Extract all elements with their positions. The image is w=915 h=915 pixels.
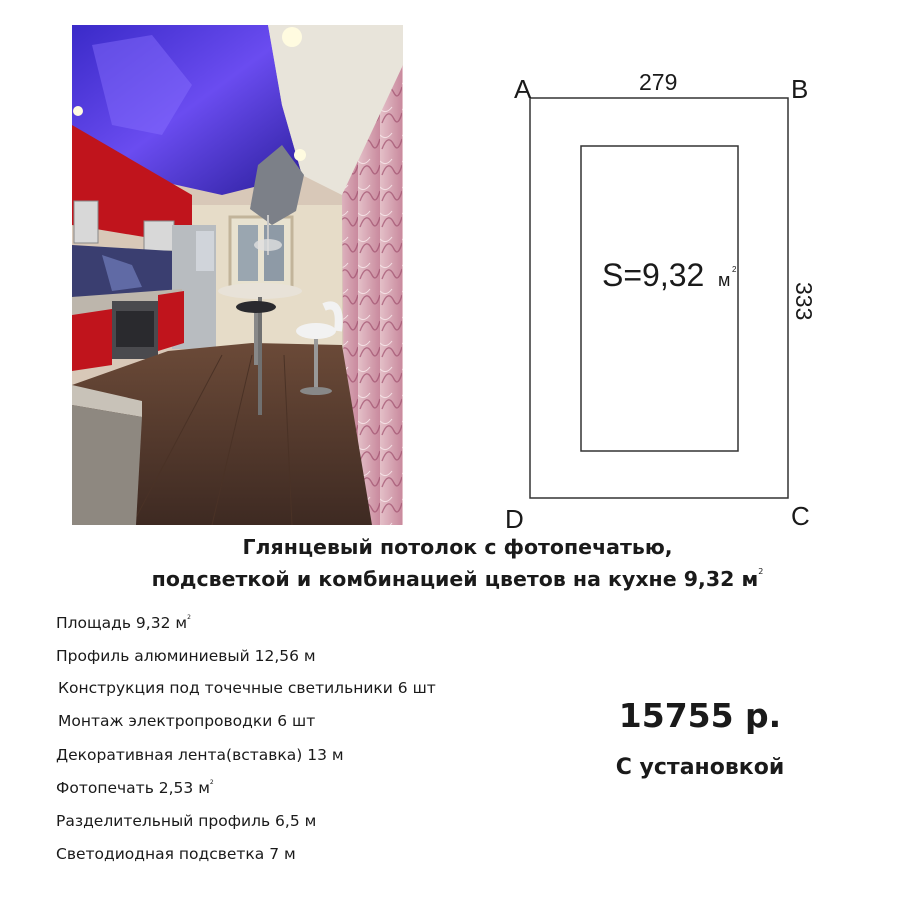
spec-superscript: 2 xyxy=(187,614,191,621)
spec-item-decorative-tape xyxy=(56,746,344,764)
spec-item-text: Фотопечать 2,53 м xyxy=(56,779,210,797)
price-amount: 15755 р. xyxy=(618,696,782,735)
spec-item-photo-print xyxy=(56,779,214,797)
corner-a-label: A xyxy=(514,74,532,104)
area-unit: м xyxy=(718,270,731,290)
spec-item-wiring xyxy=(58,712,315,730)
area-value: S=9,32 xyxy=(602,257,705,293)
photo-print-area xyxy=(581,146,738,451)
spec-item-led-lighting xyxy=(56,845,296,863)
height-dimension: 333 xyxy=(791,282,817,321)
spec-item-text: Разделительный профиль 6,5 м xyxy=(56,812,317,830)
area-unit-superscript: 2 xyxy=(732,265,737,274)
spec-item-text: Профиль алюминиевый 12,56 м xyxy=(56,647,316,665)
spec-item-text: Конструкция под точечные светильники 6 шт xyxy=(58,679,436,697)
width-dimension: 279 xyxy=(639,69,678,95)
spec-item-separator-profile xyxy=(56,812,316,830)
spec-item-spotlight-construction xyxy=(58,679,436,697)
spec-item-area xyxy=(56,614,191,632)
title-line-2-text: подсветкой и комбинацией цветов на кухне 9,32 м xyxy=(151,567,759,591)
spec-item-text: Монтаж электропроводки 6 шт xyxy=(58,712,316,730)
spec-item-text: Светодиодная подсветка 7 м xyxy=(56,845,296,863)
spec-item-profile xyxy=(56,647,316,665)
spec-superscript: 2 xyxy=(209,779,214,786)
spec-item-text: Декоративная лента(вставка) 13 м xyxy=(56,746,344,764)
room-outline xyxy=(530,98,788,498)
title-line-1: Глянцевый потолок с фотопечатью, xyxy=(242,535,673,559)
corner-c-label: C xyxy=(791,501,810,531)
corner-b-label: B xyxy=(791,74,809,104)
corner-d-label: D xyxy=(505,504,524,534)
title-line-2 xyxy=(0,567,915,591)
title-superscript: 2 xyxy=(758,567,764,576)
price-note: С установкой xyxy=(615,755,785,780)
spec-item-text: Площадь 9,32 м xyxy=(56,614,188,632)
